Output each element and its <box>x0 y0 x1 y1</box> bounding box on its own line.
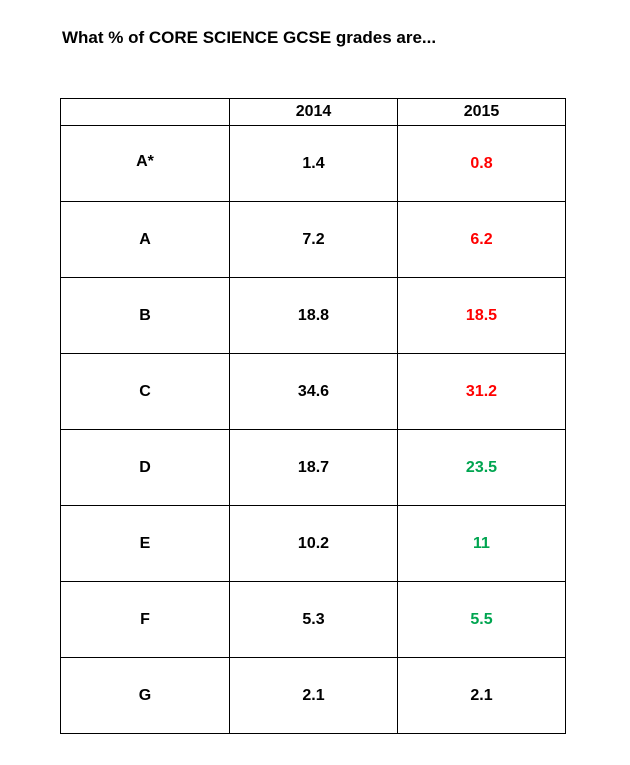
grade-label: A <box>139 230 151 248</box>
grade-cell <box>61 126 230 202</box>
table-row <box>61 354 566 430</box>
value-2014: 10.2 <box>230 506 398 582</box>
value-2014: 34.6 <box>230 354 398 430</box>
value-2014: 18.7 <box>230 430 398 506</box>
table-row <box>61 506 566 582</box>
value-2015: 6.2 <box>398 202 566 278</box>
value-2014: 5.3 <box>230 582 398 658</box>
value-2014: 18.8 <box>230 278 398 354</box>
value-2015: 2.1 <box>398 658 566 734</box>
table-row <box>61 658 566 734</box>
value-2014: 1.4 <box>230 126 398 202</box>
value-2015: 23.5 <box>398 430 566 506</box>
grade-label: A* <box>136 152 154 170</box>
value-2015: 5.5 <box>398 582 566 658</box>
header-2014: 2014 <box>230 99 398 126</box>
table-row <box>61 202 566 278</box>
value-2015: 0.8 <box>398 126 566 202</box>
page-title: What % of CORE SCIENCE GCSE grades are... <box>62 28 437 47</box>
table-header-row <box>61 99 566 126</box>
grade-cell <box>61 582 230 658</box>
grade-cell <box>61 278 230 354</box>
grade-label: B <box>139 306 151 324</box>
grade-cell <box>61 354 230 430</box>
header-grade <box>61 99 230 126</box>
value-2015: 18.5 <box>398 278 566 354</box>
grade-label: E <box>139 534 151 552</box>
value-2014: 2.1 <box>230 658 398 734</box>
grade-cell <box>61 202 230 278</box>
grade-label: C <box>139 382 151 400</box>
value-2015: 11 <box>398 506 566 582</box>
grade-cell <box>61 506 230 582</box>
grade-cell <box>61 430 230 506</box>
value-2014: 7.2 <box>230 202 398 278</box>
header-2015: 2015 <box>398 99 566 126</box>
grades-table <box>60 98 566 734</box>
value-2015: 31.2 <box>398 354 566 430</box>
table-row <box>61 582 566 658</box>
table-row <box>61 278 566 354</box>
grade-label: D <box>139 458 151 476</box>
grade-label: F <box>140 610 150 628</box>
grade-cell <box>61 658 230 734</box>
grade-label: G <box>138 686 152 704</box>
table-row <box>61 126 566 202</box>
table-row <box>61 430 566 506</box>
